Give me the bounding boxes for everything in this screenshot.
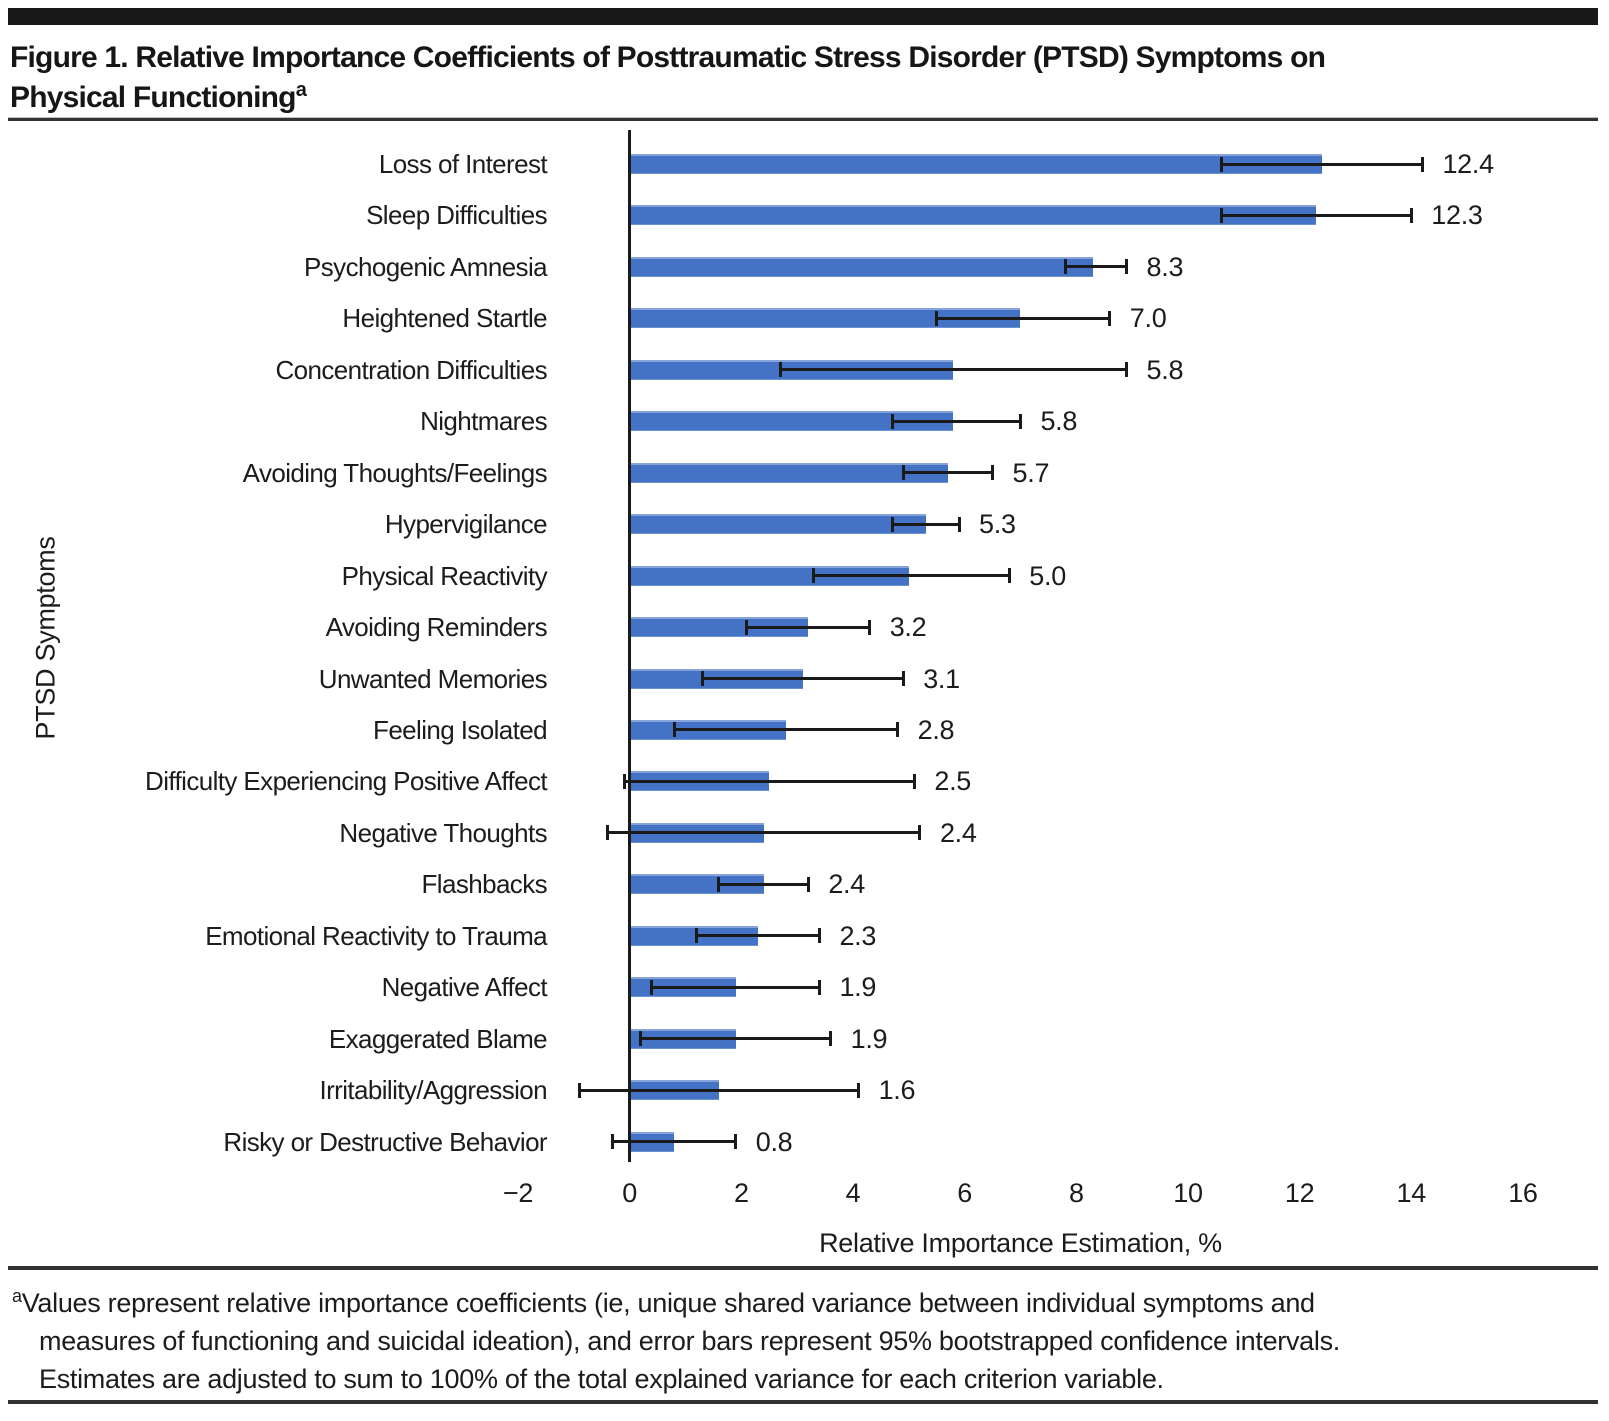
category-label: Flashbacks — [421, 869, 547, 900]
error-bar — [607, 831, 920, 834]
category-label: Loss of Interest — [378, 149, 547, 179]
category-label: Concentration Difficulties — [275, 354, 547, 385]
figure-title-line2: Physical Functioning$^a$ — [10, 79, 307, 114]
error-bar — [892, 523, 959, 526]
error-bar-cap-left — [717, 877, 720, 892]
value-label: 2.4 — [939, 817, 977, 848]
error-bar — [1065, 265, 1126, 268]
category-label: Irritability/Aggression — [319, 1075, 547, 1106]
footnote-divider — [8, 1266, 1598, 1270]
error-bar — [702, 677, 903, 680]
category-label: Hypervigilance — [384, 509, 547, 540]
error-bar — [697, 934, 820, 937]
figure-title-line1: Figure 1. Relative Importance Coefficients of Posttraumatic Stress Disorder (PTSD) Symptoms on — [10, 41, 1326, 74]
error-bar — [1221, 163, 1422, 166]
value-label: 12.3 — [1431, 200, 1483, 231]
error-bar-cap-right — [1410, 208, 1413, 223]
error-bar-cap-left — [779, 362, 782, 377]
error-bar — [814, 574, 1009, 577]
category-label: Exaggerated Blame — [328, 1023, 547, 1054]
footnote-line-3: Estimates are adjusted to sum to 100% of the total explained variance for each criterion variable. — [39, 1364, 1164, 1394]
error-bar — [892, 420, 1020, 423]
error-bar-cap-left — [902, 465, 905, 480]
error-bar-cap-right — [918, 825, 921, 840]
value-label: 1.9 — [850, 1023, 888, 1054]
x-tick-label: 14 — [1396, 1178, 1426, 1208]
y-axis-line — [628, 130, 631, 1162]
value-label: 5.8 — [1040, 406, 1078, 437]
footnote-line-2: measures of functioning and suicidal ideation), and error bars represent 95% bootstrapped confidence intervals. — [39, 1326, 1340, 1356]
value-label: 2.5 — [934, 766, 972, 797]
category-label: Heightened Startle — [342, 303, 547, 334]
error-bar — [937, 317, 1110, 320]
x-tick-label: 6 — [957, 1178, 972, 1208]
error-bar-cap-right — [857, 1083, 860, 1098]
bar — [630, 514, 926, 534]
error-bar-cap-left — [606, 825, 609, 840]
error-bar-cap-left — [695, 928, 698, 943]
value-label: 5.0 — [1029, 560, 1066, 591]
error-bar-cap-left — [891, 517, 894, 532]
category-label: Risky or Destructive Behavior — [223, 1126, 547, 1157]
bar — [630, 154, 1322, 174]
error-bar-cap-right — [958, 517, 961, 532]
category-label: Nightmares — [420, 406, 547, 437]
x-tick-label: 4 — [845, 1178, 861, 1208]
category-label: Sleep Difficulties — [366, 200, 547, 231]
value-label: 1.9 — [839, 972, 877, 1003]
error-bar-cap-right — [913, 774, 916, 789]
footnote-line-1: $^a$Values represent relative importance coefficients (ie, unique shared variance between individual symptoms and — [12, 1286, 1315, 1318]
value-label: 12.4 — [1442, 149, 1494, 179]
x-axis-label: Relative Importance Estimation, % — [819, 1228, 1222, 1258]
error-bar — [1221, 214, 1411, 217]
error-bar-cap-right — [1125, 362, 1128, 377]
category-label: Emotional Reactivity to Trauma — [205, 920, 547, 951]
value-label: 7.0 — [1129, 303, 1167, 334]
value-label: 2.3 — [839, 920, 877, 951]
error-bar-cap-left — [673, 722, 676, 737]
error-bar-cap-left — [745, 620, 748, 635]
category-label: Unwanted Memories — [318, 663, 547, 694]
category-label: Negative Thoughts — [339, 817, 547, 848]
x-tick-label: 12 — [1284, 1178, 1315, 1208]
value-label: 1.6 — [878, 1075, 916, 1106]
error-bar — [652, 986, 819, 989]
error-bar-cap-left — [891, 414, 894, 429]
footnote-marker: a — [12, 1286, 22, 1306]
error-bar-cap-left — [650, 980, 653, 995]
error-bar-cap-right — [1125, 259, 1128, 274]
error-bar-cap-left — [1220, 208, 1223, 223]
error-bar — [579, 1089, 858, 1092]
category-label: Negative Affect — [381, 972, 547, 1003]
error-bar-cap-right — [1108, 311, 1111, 326]
bar — [630, 257, 1093, 277]
figure-footnote — [12, 1284, 1597, 1398]
error-bar-cap-left — [639, 1031, 642, 1046]
value-label: 5.7 — [1012, 457, 1050, 488]
x-tick-label: 8 — [1068, 1178, 1084, 1208]
title-footnote-marker: a — [295, 79, 307, 101]
category-label: Physical Reactivity — [341, 560, 547, 591]
error-bar-cap-right — [902, 671, 905, 686]
error-bar-cap-left — [623, 774, 626, 789]
figure-title — [10, 38, 1600, 118]
error-bar — [719, 883, 808, 886]
title-divider — [8, 117, 1598, 121]
error-bar-cap-left — [701, 671, 704, 686]
category-label: Feeling Isolated — [373, 714, 547, 745]
bar — [630, 463, 948, 483]
value-label: 3.2 — [889, 612, 927, 643]
error-bar-cap-right — [1421, 157, 1424, 172]
error-bar-cap-right — [829, 1031, 832, 1046]
error-bar-cap-right — [868, 620, 871, 635]
x-tick-label: 16 — [1508, 1178, 1538, 1208]
bottom-divider — [8, 1400, 1598, 1404]
x-tick-label: −2 — [502, 1178, 534, 1208]
error-bar-cap-right — [818, 980, 821, 995]
error-bar-cap-right — [818, 928, 821, 943]
value-label: 8.3 — [1146, 251, 1184, 282]
error-bar-cap-right — [807, 877, 810, 892]
error-bar — [674, 728, 897, 731]
error-bar-cap-left — [578, 1083, 581, 1098]
category-label: Avoiding Thoughts/Feelings — [242, 457, 547, 488]
error-bar — [747, 626, 870, 629]
value-label: 0.8 — [755, 1126, 793, 1157]
x-tick-label: 10 — [1173, 1178, 1203, 1208]
value-label: 3.1 — [923, 663, 960, 694]
category-label: Difficulty Experiencing Positive Affect — [145, 766, 547, 797]
error-bar — [624, 780, 914, 783]
error-bar-cap-right — [734, 1134, 737, 1149]
value-label: 2.8 — [917, 714, 955, 745]
value-label: 5.3 — [979, 509, 1016, 540]
y-axis-label: PTSD Symptoms — [30, 536, 61, 740]
error-bar — [903, 471, 992, 474]
error-bar — [641, 1037, 831, 1040]
x-tick-label: 0 — [622, 1178, 638, 1208]
error-bar-cap-left — [1064, 259, 1067, 274]
category-label: Avoiding Reminders — [325, 612, 547, 643]
value-label: 5.8 — [1146, 354, 1184, 385]
top-divider — [8, 8, 1598, 25]
error-bar-cap-right — [1019, 414, 1022, 429]
error-bar-cap-right — [991, 465, 994, 480]
error-bar — [780, 368, 1126, 371]
value-label: 2.4 — [828, 869, 865, 900]
error-bar-cap-right — [1008, 568, 1011, 583]
x-tick-label: 2 — [733, 1178, 749, 1208]
error-bar-cap-left — [935, 311, 938, 326]
error-bar-cap-left — [611, 1134, 614, 1149]
error-bar-cap-left — [812, 568, 815, 583]
error-bar-cap-left — [1220, 157, 1223, 172]
category-label: Psychogenic Amnesia — [304, 251, 547, 282]
bar — [630, 205, 1317, 225]
error-bar-cap-right — [896, 722, 899, 737]
error-bar — [613, 1140, 736, 1143]
